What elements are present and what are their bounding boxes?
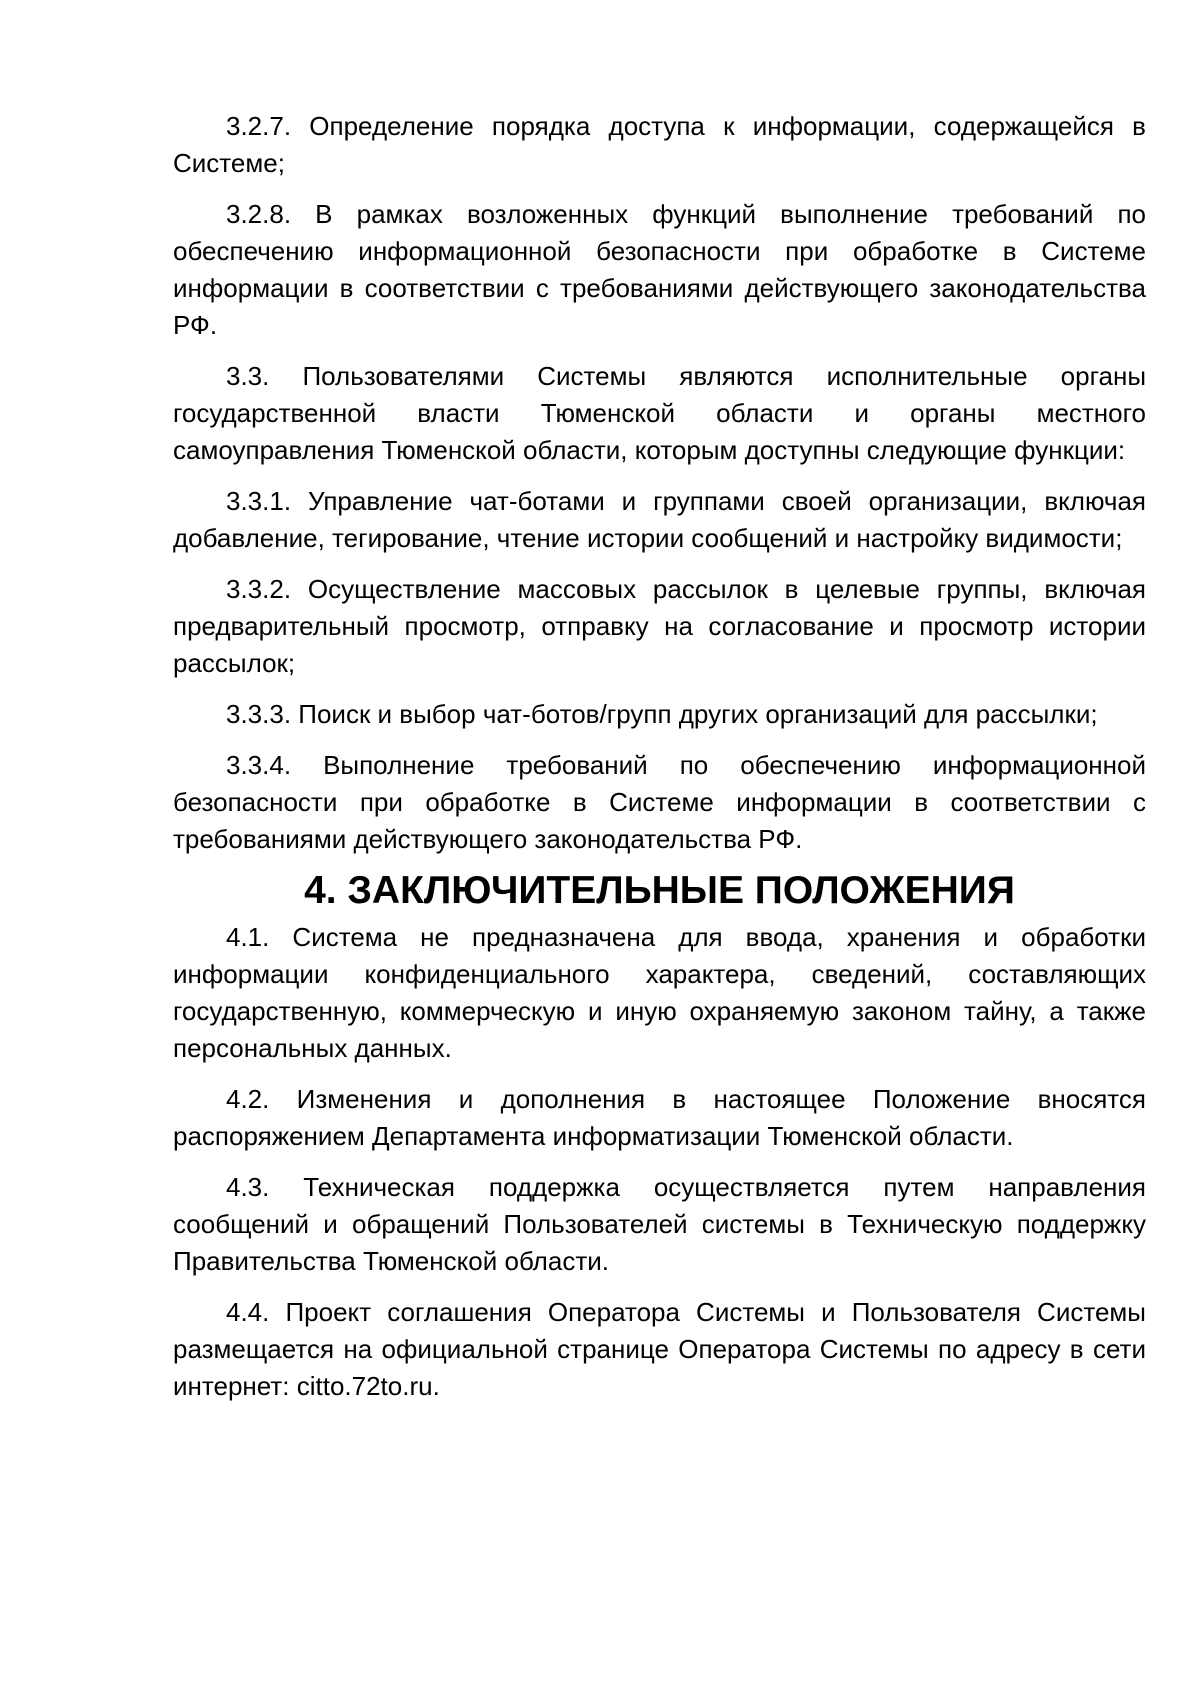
paragraph-3-3-3: 3.3.3. Поиск и выбор чат-ботов/групп других организаций для рассылки; <box>226 699 1098 729</box>
paragraph-4-2: 4.2. Изменения и дополнения в настоящее Положение вносятся распоряжением Департамента информатизации Тюменской области. <box>173 1084 1146 1151</box>
paragraph-3-2-7: 3.2.7. Определение порядка доступа к информации, содержащейся в Системе; <box>173 111 1146 178</box>
paragraph-3-3-4: 3.3.4. Выполнение требований по обеспечению информационной безопасности при обработке в Системе информации в соответствии с требованиями действующего законодательства РФ. <box>173 750 1146 854</box>
paragraph-3-3-2: 3.3.2. Осуществление массовых рассылок в целевые группы, включая предварительный просмотр, отправку на согласование и просмотр истории рассылок; <box>173 574 1146 678</box>
section-heading-4: 4. ЗАКЛЮЧИТЕЛЬНЫЕ ПОЛОЖЕНИЯ <box>304 869 1015 912</box>
document-page <box>173 108 1146 1419</box>
paragraph-4-1: 4.1. Система не предназначена для ввода, хранения и обработки информации конфиденциального характера, сведений, составляющих государственную, коммерческую и иную охраняемую законом тайну, а также персональных данных. <box>173 922 1146 1063</box>
paragraph-4-3: 4.3. Техническая поддержка осуществляется путем направления сообщений и обращений Пользователей системы в Техническую поддержку Правительства Тюменской области. <box>173 1172 1146 1276</box>
paragraph-3-2-8: 3.2.8. В рамках возложенных функций выполнение требований по обеспечению информационной безопасности при обработке в Системе информации в соответствии с требованиями действующего законодательства РФ. <box>173 199 1146 340</box>
paragraph-3-3-1: 3.3.1. Управление чат-ботами и группами своей организации, включая добавление, тегирование, чтение истории сообщений и настройку видимости; <box>173 486 1146 553</box>
paragraph-4-4: 4.4. Проект соглашения Оператора Системы и Пользователя Системы размещается на официальной странице Оператора Системы по адресу в сети интернет: citto.72to.ru. <box>173 1297 1146 1401</box>
paragraph-3-3: 3.3. Пользователями Системы являются исполнительные органы государственной власти Тюменской области и органы местного самоуправления Тюменской области, которым доступны следующие функции: <box>173 361 1146 465</box>
